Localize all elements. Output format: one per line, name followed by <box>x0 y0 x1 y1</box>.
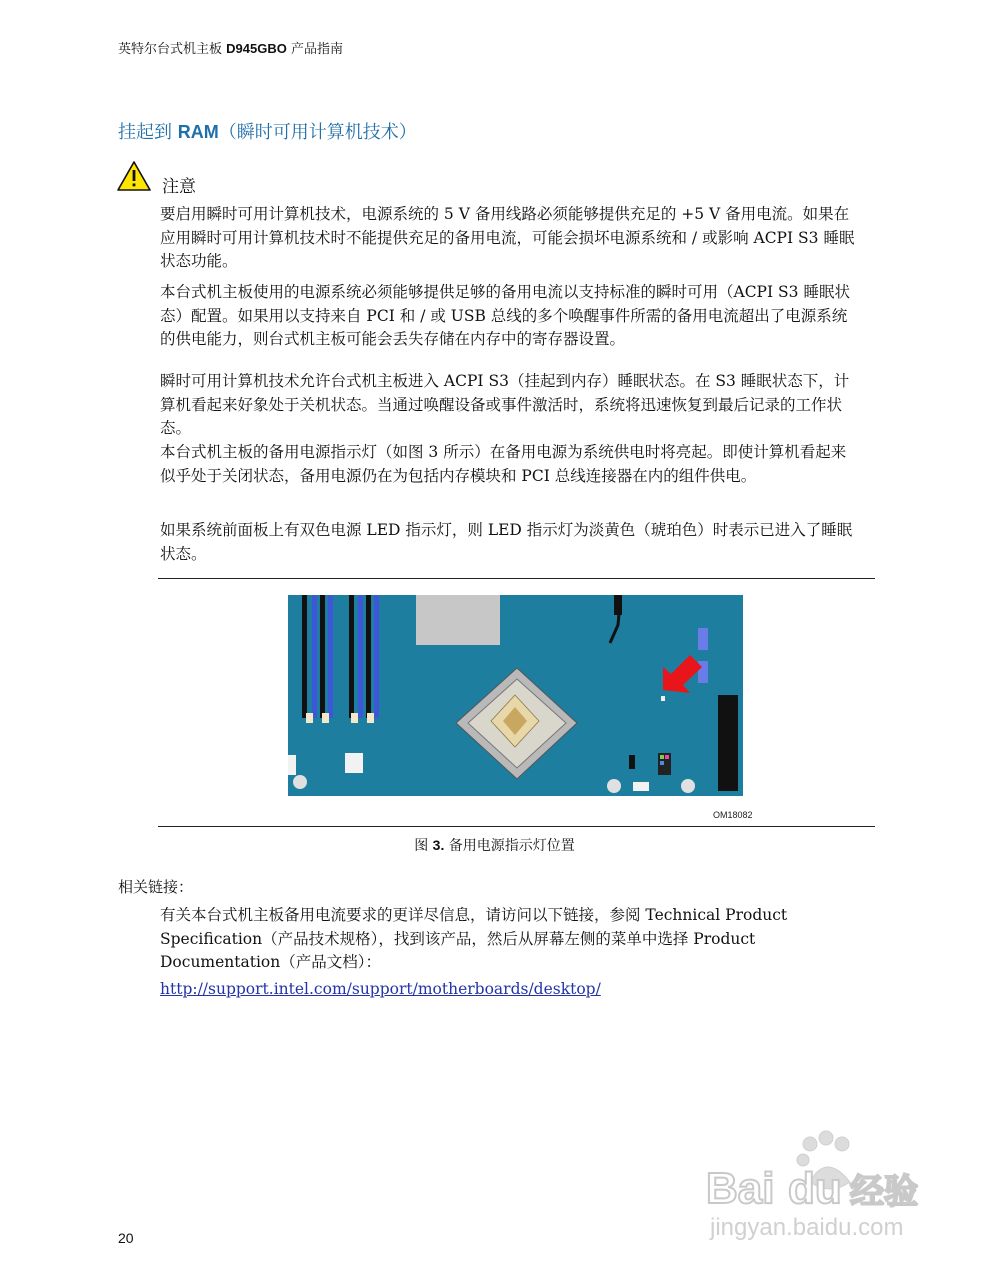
svg-text:Bai: Bai <box>706 1164 775 1213</box>
caution-paragraph-1: 要启用瞬时可用计算机技术，电源系统的 5 V 备用线路必须能够提供充足的 +5 V 备用电流。如果在应用瞬时可用计算机技术时不能提供充足的备用电流，可能会损坏电源系统和 / 或影响 ACPI S3 睡眠状态功能。 <box>160 205 855 270</box>
header-prefix: 英特尔台式机主板 <box>118 42 227 57</box>
support-link[interactable]: http://support.intel.com/support/motherboards/desktop/ <box>160 980 601 998</box>
caution-paragraph-2: 本台式机主板使用的电源系统必须能够提供足够的备用电流以支持标准的瞬时可用（ACPI S3 睡眠状态）配置。如果用以支持来自 PCI 和 / 或 USB 总线的多个唤醒事件所需的备用电流超出了电源系统的供电能力，则台式机主板可能会丢失存储在内存中的寄存器设置。 <box>160 283 850 348</box>
section-title-ram: RAM <box>177 122 219 142</box>
figure-bottom-rule <box>158 826 875 827</box>
page-number: 20 <box>118 1230 134 1246</box>
related-links-label: 相关链接： <box>118 878 194 896</box>
ide-connector <box>718 695 738 791</box>
svg-text:du: du <box>788 1164 842 1213</box>
header-model: D945GBO <box>226 41 287 56</box>
section-title <box>118 118 417 144</box>
caption-text: 备用电源指示灯位置 <box>444 838 575 854</box>
body-paragraph-1: 瞬时可用计算机技术允许台式机主板进入 ACPI S3（挂起到内存）睡眠状态。在 S3 睡眠状态下，计算机看起来好象处于关机状态。当通过唤醒设备或事件激活时，系统将迅速恢复到最后记录的工作状态。 <box>160 372 850 437</box>
page-header <box>118 38 343 57</box>
svg-text:jingyan.baidu.com: jingyan.baidu.com <box>710 1214 904 1241</box>
figure-caption <box>0 835 989 855</box>
chipset <box>416 595 500 645</box>
section-title-suffix: （瞬时可用计算机技术） <box>218 122 417 143</box>
standby-led <box>661 696 665 701</box>
caption-prefix: 图 <box>414 838 433 854</box>
figure-top-rule <box>158 578 875 579</box>
svg-text:经验: 经验 <box>850 1172 918 1212</box>
figure-code: OM18082 <box>713 810 753 820</box>
body-paragraph-2: 本台式机主板的备用电源指示灯（如图 3 所示）在备用电源为系统供电时将亮起。即使计算机看起来似乎处于关闭状态，备用电源仍在为包括内存模块和 PCI 总线连接器在内的组件供电。 <box>160 443 847 485</box>
baidu-jingyan-watermark <box>700 1130 940 1245</box>
related-paragraph: 有关本台式机主板备用电流要求的更详尽信息，请访问以下链接，参阅 Technical Product Specification（产品技术规格），找到该产品，然后从屏幕左侧的菜单中选择 Product Documentation（产品文档）： <box>160 906 788 971</box>
header-suffix: 产品指南 <box>286 42 343 57</box>
section-title-prefix: 挂起到 <box>118 122 178 143</box>
caption-number: 3. <box>432 837 445 853</box>
warning-triangle-icon <box>116 160 152 192</box>
body-paragraph-3: 如果系统前面板上有双色电源 LED 指示灯，则 LED 指示灯为淡黄色（琥珀色）时表示已进入了睡眠状态。 <box>160 521 853 563</box>
caution-label: 注意 <box>162 177 196 197</box>
motherboard-figure <box>288 595 743 796</box>
